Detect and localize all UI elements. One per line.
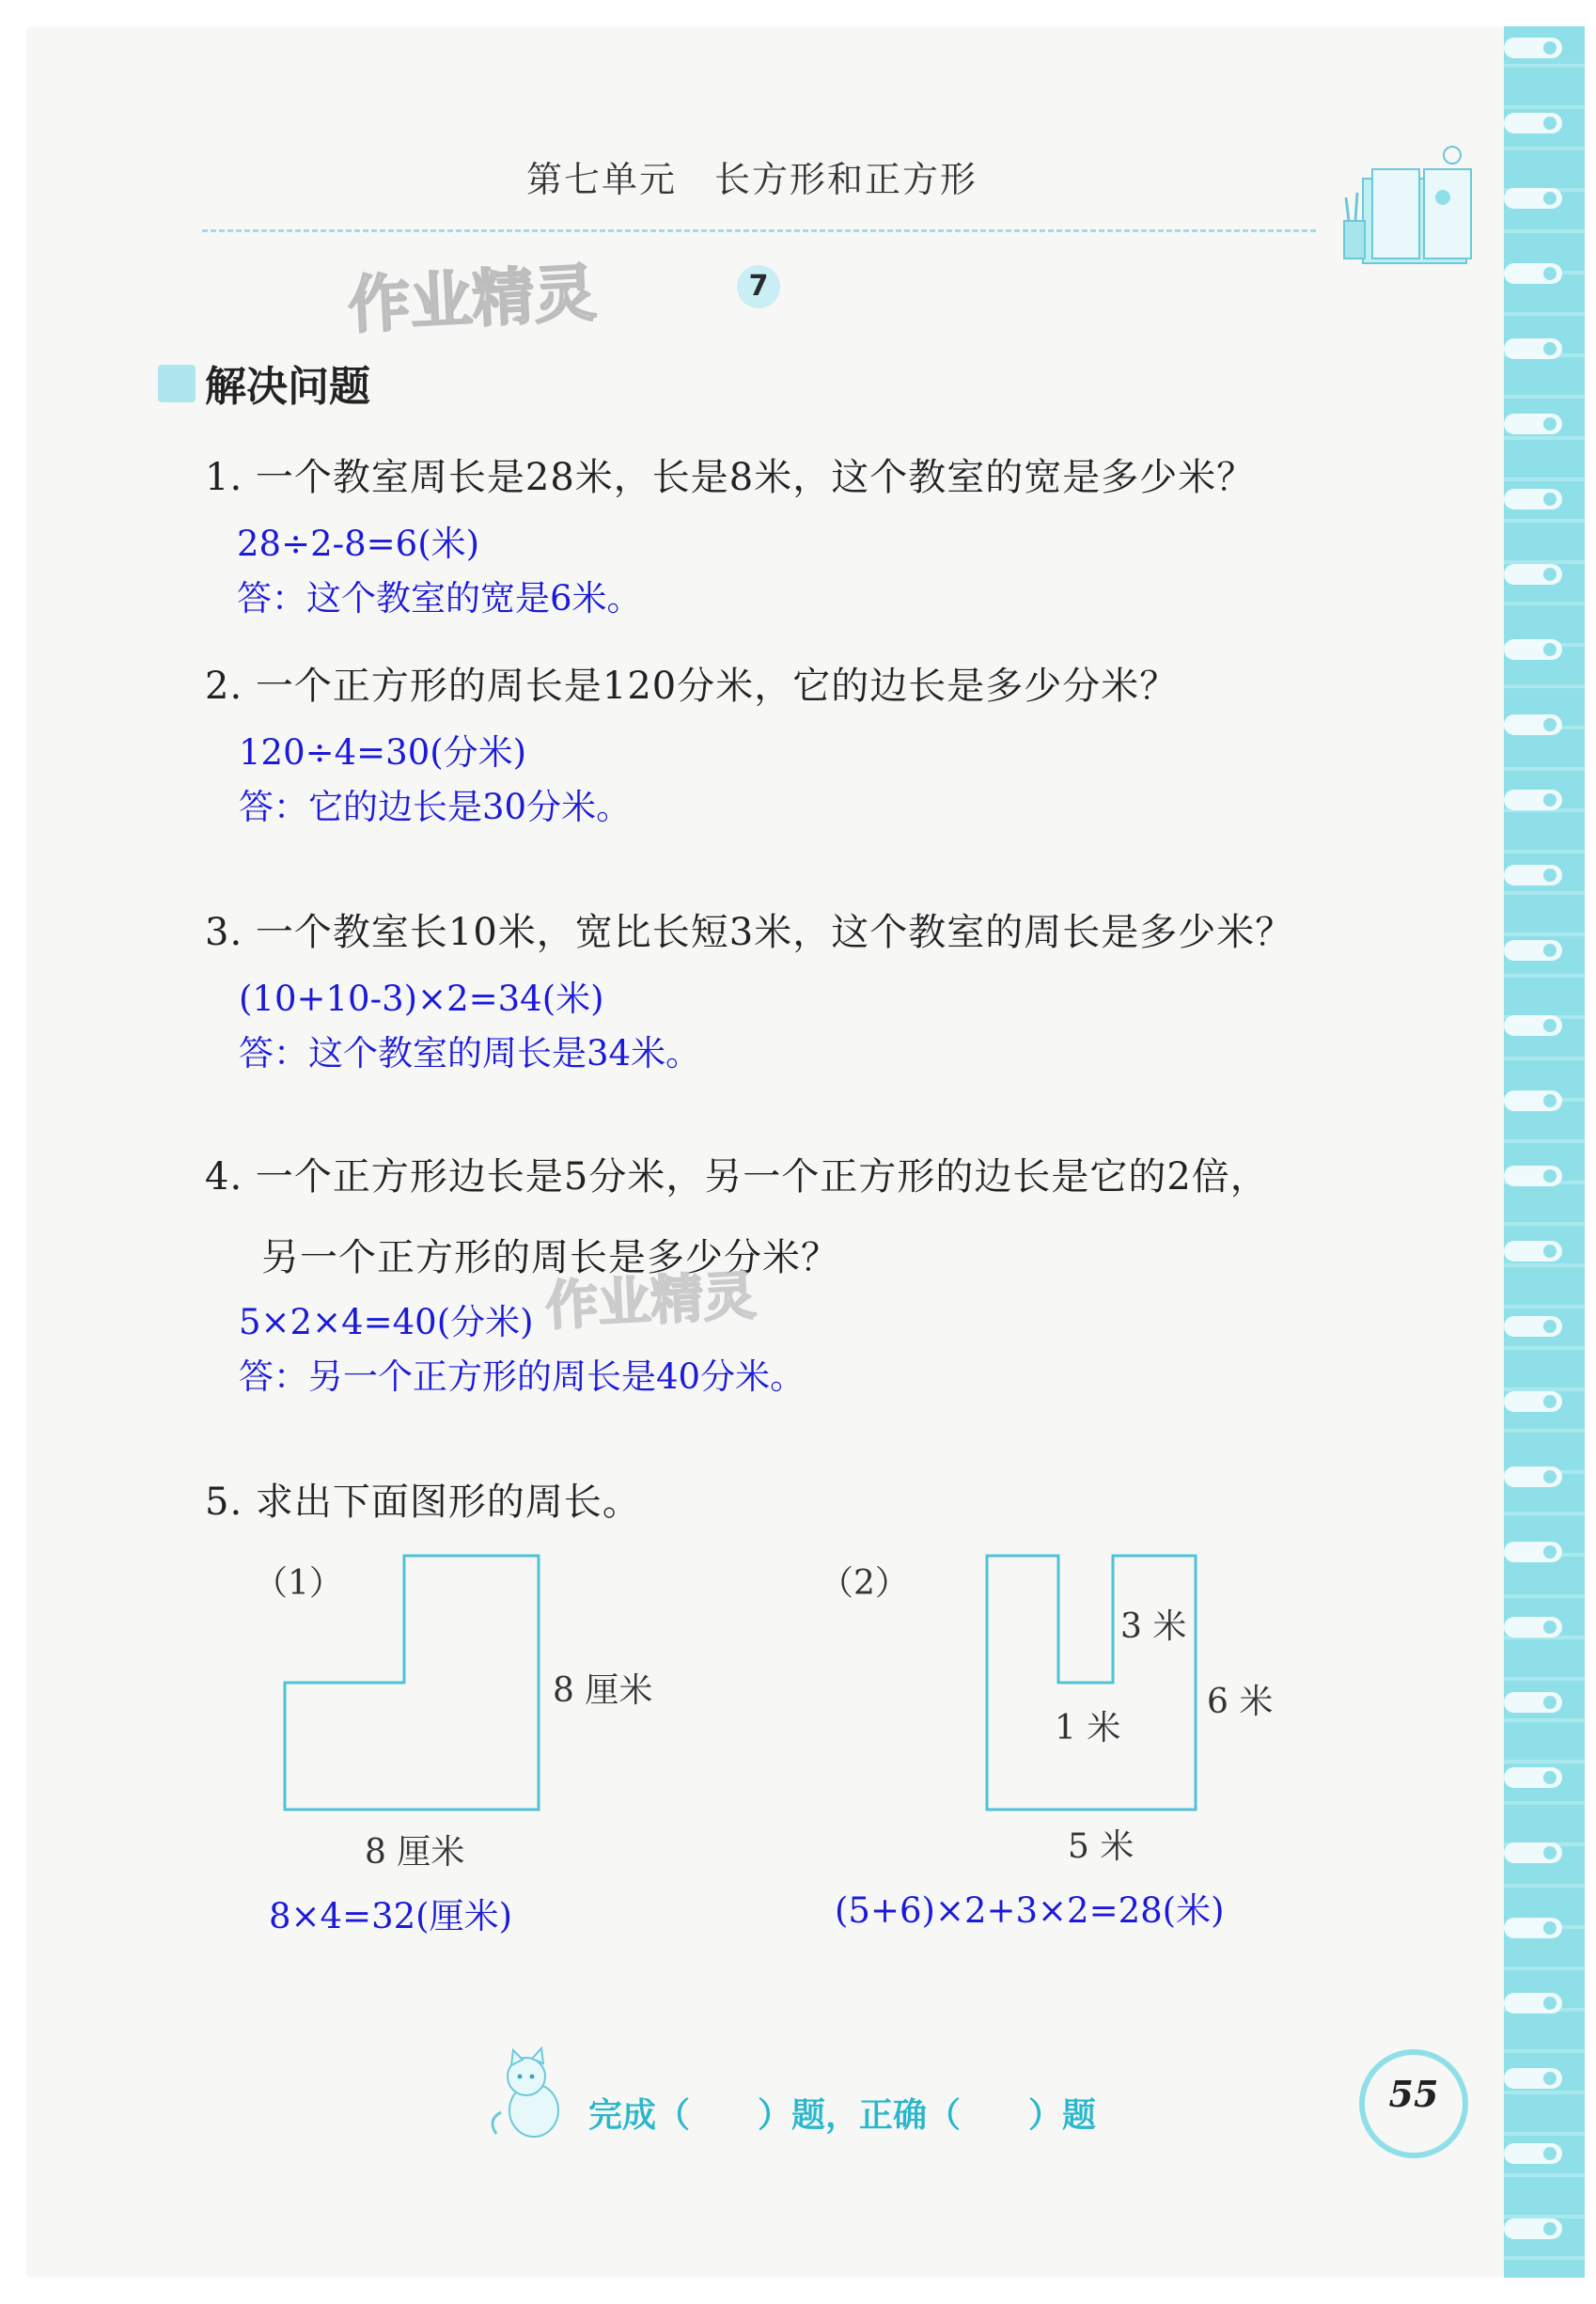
binding-ring bbox=[1504, 1090, 1562, 1111]
question-1: 1. 一个教室周长是28米，长是8米，这个教室的宽是多少米？ bbox=[205, 456, 1256, 499]
question-4-line-1: 4. 一个正方形边长是5分米，另一个正方形的边长是它的2倍， bbox=[205, 1155, 1269, 1199]
binding-ring bbox=[1504, 263, 1562, 284]
figure-2-inner-height: 3 米 bbox=[1120, 1607, 1187, 1646]
lesson-badge: 7 bbox=[737, 265, 780, 308]
header-divider bbox=[202, 229, 1316, 232]
figure-2-side-bottom: 5 米 bbox=[1068, 1827, 1134, 1866]
spiral-binding bbox=[1504, 26, 1585, 2278]
figure-1-shape bbox=[273, 1542, 573, 1824]
figure-2-inner-width: 1 米 bbox=[1055, 1709, 1121, 1748]
binding-ring bbox=[1504, 1542, 1562, 1562]
question-2: 2. 一个正方形的周长是120分米，它的边长是多少分米？ bbox=[205, 665, 1179, 708]
binding-ring bbox=[1504, 489, 1562, 509]
figure-2-label: （2） bbox=[820, 1564, 909, 1603]
binding-ring bbox=[1504, 790, 1562, 810]
binding-ring bbox=[1504, 940, 1562, 961]
binding-ring bbox=[1504, 1842, 1562, 1863]
binding-ring bbox=[1504, 1617, 1562, 1638]
binding-ring bbox=[1504, 639, 1562, 660]
binding-ring bbox=[1504, 1692, 1562, 1713]
answer-3-line-2: 答：这个教室的周长是34米。 bbox=[239, 1033, 701, 1074]
cat-icon bbox=[477, 2045, 581, 2148]
section-icon bbox=[158, 365, 196, 402]
binding-ring bbox=[1504, 564, 1562, 585]
figure-1-side-bottom: 8 厘米 bbox=[365, 1833, 465, 1872]
figure-1-side-right: 8 厘米 bbox=[553, 1671, 653, 1710]
watermark-2: 作业精灵 bbox=[543, 1265, 758, 1338]
binding-ring bbox=[1504, 1015, 1562, 1036]
binding-ring bbox=[1504, 1993, 1562, 2014]
binding-ring bbox=[1504, 2068, 1562, 2089]
binding-ring bbox=[1504, 1767, 1562, 1788]
binding-ring bbox=[1504, 2218, 1562, 2239]
binding-ring bbox=[1504, 38, 1562, 58]
question-4-line-2: 另一个正方形的周长是多少分米？ bbox=[261, 1236, 839, 1279]
figure-2-shape bbox=[978, 1542, 1203, 1824]
answer-1-line-1: 28÷2-8=6(米) bbox=[237, 524, 480, 564]
binding-ring bbox=[1504, 1391, 1562, 1412]
binding-ring bbox=[1504, 414, 1562, 434]
figure-2-side-right: 6 米 bbox=[1207, 1683, 1274, 1721]
watermark: 作业精灵 bbox=[346, 257, 599, 342]
page-number: 55 bbox=[1388, 2073, 1439, 2115]
binding-ring bbox=[1504, 865, 1562, 886]
unit-title: 第七单元 长方形和正方形 bbox=[526, 159, 978, 200]
figure-2-answer: (5+6)×2+3×2=28(米) bbox=[835, 1890, 1225, 1931]
answer-3-line-1: (10+10-3)×2=34(米) bbox=[239, 979, 604, 1019]
progress-text: 完成（ ）题，正确（ ）题 bbox=[588, 2096, 1097, 2135]
question-5: 5. 求出下面图形的周长。 bbox=[205, 1481, 641, 1524]
binding-ring bbox=[1504, 1316, 1562, 1337]
binding-ring bbox=[1504, 2143, 1562, 2164]
figure-1-label: （1） bbox=[254, 1564, 343, 1603]
answer-1-line-2: 答：这个教室的宽是6米。 bbox=[237, 578, 642, 619]
binding-ring bbox=[1504, 338, 1562, 359]
binding-ring bbox=[1504, 1166, 1562, 1186]
answer-2-line-2: 答：它的边长是30分米。 bbox=[239, 787, 632, 827]
binding-ring bbox=[1504, 188, 1562, 209]
binding-ring bbox=[1504, 1466, 1562, 1487]
binding-ring bbox=[1504, 1918, 1562, 1938]
binding-ring bbox=[1504, 113, 1562, 133]
binding-ring bbox=[1504, 1241, 1562, 1262]
figure-1-answer: 8×4=32(厘米) bbox=[269, 1896, 513, 1936]
answer-4-line-2: 答：另一个正方形的周长是40分米。 bbox=[239, 1356, 806, 1397]
answer-2-line-1: 120÷4=30(分米) bbox=[239, 732, 527, 773]
question-3: 3. 一个教室长10米，宽比长短3米，这个教室的周长是多少米？ bbox=[205, 911, 1294, 954]
section-title: 解决问题 bbox=[205, 363, 370, 411]
answer-4-line-1: 5×2×4=40(分米) bbox=[239, 1302, 534, 1342]
binding-ring bbox=[1504, 714, 1562, 735]
books-illustration bbox=[1335, 141, 1494, 282]
